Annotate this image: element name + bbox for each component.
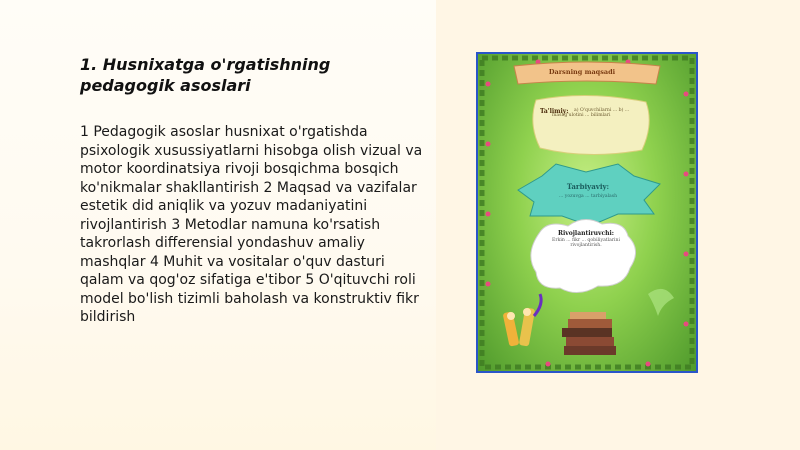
poster-section-1-title: Ta'limiy: xyxy=(540,108,569,115)
fairy-silhouette xyxy=(648,289,674,316)
poster-artwork xyxy=(478,54,696,371)
poster-section-2-body: ... yozuvga ... tarbiyalash xyxy=(558,194,618,199)
pencil-characters-illustration xyxy=(503,294,542,347)
book-stack-illustration xyxy=(562,312,616,355)
poster-section-1-body: a) O'quvchilarni ... b) ... mashg'ulotini ... bilimlari xyxy=(552,108,630,119)
section-bubble-1 xyxy=(533,95,649,154)
poster-section-3-body: Erkin ... fikr ... qobiliyatlarini rivojlantirish. xyxy=(552,238,620,249)
slide-body: 1 Pedagogik asoslar husnixat o'rgatishda psixologik xusussiyatlarni hisobga olish vizual va motor koordinatsiya rivoji bosqichma bosqich ko'nikmalar shakllantirish 2 Maqsad va vazifalar estetik did aniqlik va yozuv madaniyatini rivojlantirish 3 Metodlar namuna ko'rsatish takrorlash differensial yondashuv amaliy mashqlar 4 Muhit va vositalar o'quv dasturi qalam va qog'oz sifatiga e'tibor 5 O'qituvchi roli model bo'lish tizimli baholash va konstruktiv fikr bildirish xyxy=(80,124,423,325)
lesson-goals-poster-image xyxy=(476,52,698,373)
slide-title: 1. Husnixatga o'rgatishning pedagogik asoslari xyxy=(80,55,331,95)
poster-header: Darsning maqsadi xyxy=(548,68,616,76)
poster-section-3-title: Rivojlantiruvchi: xyxy=(557,230,615,237)
poster-section-2-title: Tarbiyaviy: xyxy=(566,182,610,191)
